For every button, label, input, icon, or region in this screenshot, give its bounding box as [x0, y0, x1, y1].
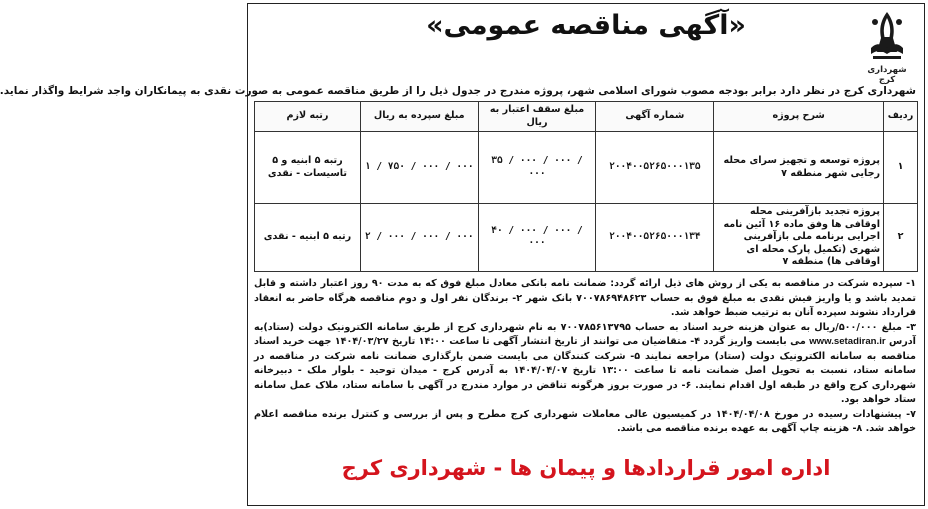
deposit-amount: ۲ / ۰۰۰ / ۰۰۰ / ۰۰۰	[360, 204, 478, 272]
conditions-text	[254, 277, 916, 451]
table-row	[255, 132, 918, 204]
condition-paragraph	[254, 321, 916, 408]
table-header-row	[255, 102, 918, 132]
ad-number: ۲۰۰۴۰۰۵۲۶۵۰۰۰۱۳۵	[596, 132, 714, 204]
deposit-amount: ۱ / ۷۵۰ / ۰۰۰ / ۰۰۰	[360, 132, 478, 204]
condition-paragraph: ۱- سپرده شرکت در مناقصه به یکی از روش های ذیل ارائه گردد: ضمانت نامه بانکی معادل مبلغ فوق که به مدت ۹۰ روز اعتبار داشته و قابل تمدید باشد و یا واریز فیش نقدی به مبلغ فوق به حساب ۷۰۰۷۸۶۹۴۸۶۲۳ بانک شهر ۲- برندگان نفر اول و دوم مناقصه هرگاه حاضر به انعقاد قرارداد نشوند سپرده آنان به ترتیب ضبط خواهد شد.	[254, 278, 917, 318]
condition-paragraph: ۷- پیشنهادات رسیده در مورخ ۱۴۰۴/۰۴/۰۸ در کمیسیون عالی معاملات شهرداری کرج مطرح و پس از بررسی و کنترل برنده مناقصه اعلام خواهد شد. ۸- هزینه چاپ آگهی به عهده برنده مناقصه می باشد.	[254, 408, 916, 434]
column-header: رتبه لازم	[255, 102, 361, 132]
footer-signature: اداره امور قراردادها و پیمان ها - شهرداری کرج	[254, 438, 918, 498]
column-header: شماره آگهی	[596, 102, 714, 132]
column-header: مبلغ سپرده به ریال	[360, 102, 478, 132]
logo-caption: شهرداری کرج	[867, 65, 907, 85]
required-grade: رتبه ۵ ابنیه - نقدی	[255, 204, 361, 272]
budget-amount: ۳۵ / ۰۰۰ / ۰۰۰ / ۰۰۰	[478, 132, 596, 204]
page-title: «آگهی مناقصه عمومی»	[426, 10, 746, 41]
column-header: شرح پروژه	[714, 102, 884, 132]
table-row	[255, 204, 918, 272]
intro-text: شهرداری کرج در نظر دارد برابر بودجه مصوب شورای اسلامی شهر، پروژه مندرج در جدول ذیل را از طریق مناقصه عمومی به صورت نقدی به پیمانکاران واجد شرایط واگذار نماید.	[0, 85, 916, 97]
condition-text: می بایست واریز گردد ۴- متقاضیان می توانند از تاریخ انتشار آگهی تا ساعت ۱۴:۰۰ تاریخ ۱۴۰۴/۰۳/۲۷ جهت خرید اسناد مناقصه به سامانه الکترونیک دولت (ستاد) مراجعه نمایند ۵- شرکت کنندگان می بایست ضمن بارگذاری ضمانت نامه شرکت در مناقصه در سامانه ستاد، نسبت به تحویل اصل ضمانت نامه تا ساعت ۱۳:۰۰ تاریخ ۱۴۰۴/۰۴/۰۷ به آدرس کرج - میدان توحید - بلوار ملک - دبیرخانه شهرداری کرج واقع در طبقه اول اقدام نمایند. ۶- در صورت بروز هرگونه تناقض در موارد مندرج در آگهی با سامانه ستاد، ملاک عمل سامانه ستاد خواهد بود.	[254, 336, 916, 405]
project-description: پروژه تجدید بازآفرینی محله اوقافی ها وفق ماده ۱۶ آئین نامه اجرایی برنامه ملی بازآفرینی شهری (تکمیل پارک محله ای اوقافی ها) منطقه ۷	[714, 204, 884, 272]
required-grade: رتبه ۵ ابنیه و ۵ تاسیسات - نقدی	[255, 132, 361, 204]
row-number: ۲	[884, 204, 918, 272]
project-description: پروژه توسعه و تجهیز سرای محله رجایی شهر منطقه ۷	[714, 132, 884, 204]
column-header: مبلغ سقف اعتبار به ریال	[478, 102, 596, 132]
row-number: ۱	[884, 132, 918, 204]
column-header: ردیف	[884, 102, 918, 132]
ad-number: ۲۰۰۴۰۰۵۲۶۵۰۰۰۱۳۴	[596, 204, 714, 272]
tenders-table	[254, 101, 918, 272]
condition-text: ۳- مبلغ ۵۰۰/۰۰۰/ریال به عنوان هزینه خرید اسناد به حساب ۷۰۰۷۸۵۶۱۳۷۹۵ به نام شهرداری کرج از طریق سامانه الکترونیک دولت (ستاد)به آدرس	[254, 321, 916, 347]
setad-link[interactable]: www.setadiran.ir	[809, 336, 886, 347]
budget-amount: ۴۰ / ۰۰۰ / ۰۰۰ / ۰۰۰	[478, 204, 596, 272]
